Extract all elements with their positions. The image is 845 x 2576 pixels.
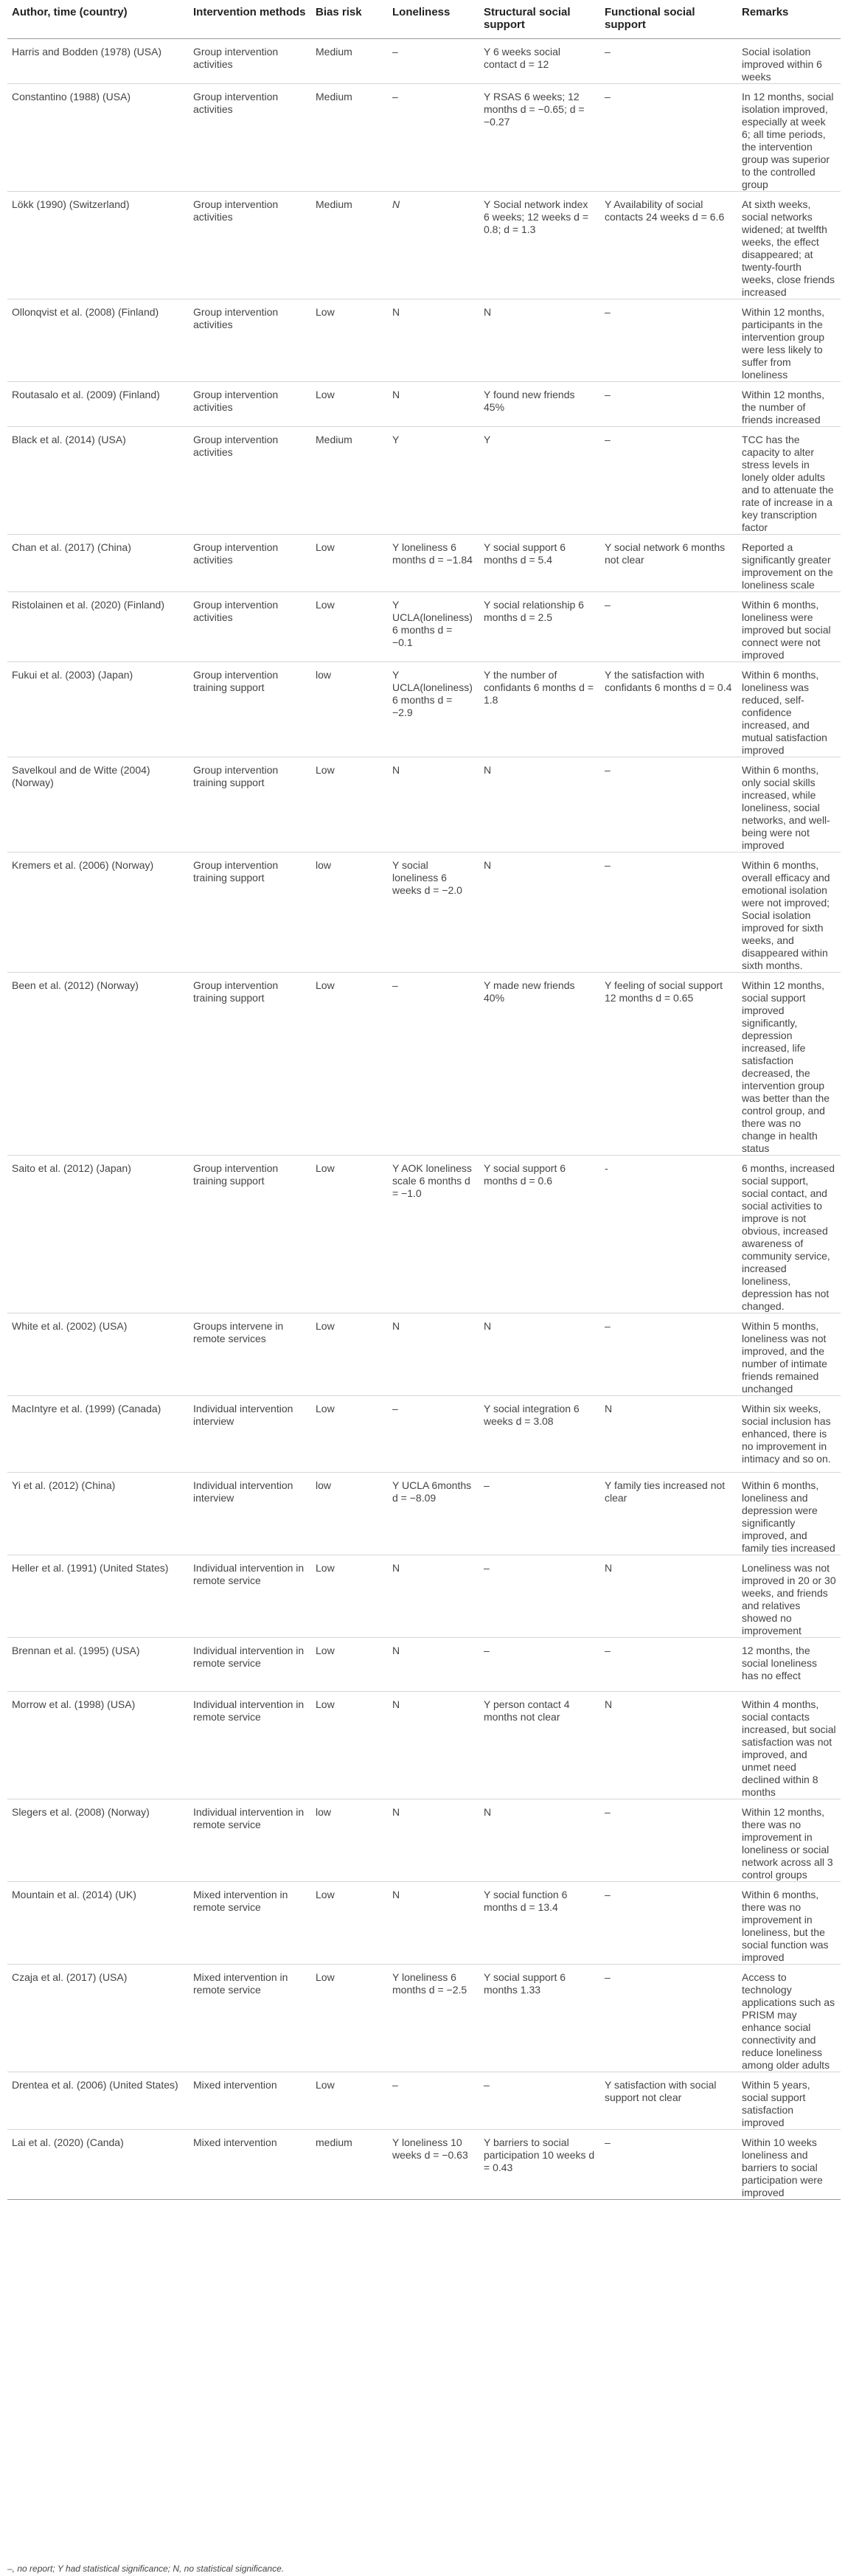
cell-bias: Low [311, 757, 388, 853]
table-row [7, 2130, 841, 2200]
cell-author: Routasalo et al. (2009) (Finland) [7, 382, 189, 427]
cell-structural: Y found new friends 45% [479, 382, 600, 427]
cell-loneliness: N [388, 1882, 479, 1965]
table-row [7, 757, 841, 853]
cell-bias: Medium [311, 427, 388, 535]
cell-remarks: TCC has the capacity to alter stress levels in lonely older adults and to attenuate the rate of increase in a key transcription factor [737, 427, 841, 535]
cell-bias: Low [311, 1313, 388, 1396]
cell-functional: – [600, 853, 737, 973]
header-author: Author, time (country) [7, 0, 189, 39]
cell-bias: Low [311, 1638, 388, 1692]
cell-loneliness: Y AOK loneliness scale 6 months d = −1.0 [388, 1156, 479, 1313]
cell-method: Individual intervention in remote service [189, 1555, 311, 1638]
cell-loneliness: N [388, 1799, 479, 1882]
cell-structural: N [479, 853, 600, 973]
cell-author: Kremers et al. (2006) (Norway) [7, 853, 189, 973]
cell-structural: Y 6 weeks social contact d = 12 [479, 39, 600, 84]
cell-functional: – [600, 1799, 737, 1882]
cell-structural: Y social function 6 months d = 13.4 [479, 1882, 600, 1965]
cell-loneliness: Y UCLA(loneliness) 6 months d = −0.1 [388, 592, 479, 662]
cell-loneliness: Y [388, 427, 479, 535]
cell-remarks: Within 4 months, social contacts increased, but social satisfaction was not improved, and unmet need declined within 8 months [737, 1692, 841, 1799]
cell-author: Saito et al. (2012) (Japan) [7, 1156, 189, 1313]
cell-loneliness: N [388, 382, 479, 427]
cell-remarks: 6 months, increased social support, social contact, and social activities to improve is not obvious, increased awareness of community service, increased loneliness, depression has not changed. [737, 1156, 841, 1313]
cell-bias: low [311, 1799, 388, 1882]
cell-remarks: At sixth weeks, social networks widened; at twelfth weeks, the effect disappeared; at twenty-fourth weeks, close friends increased [737, 192, 841, 299]
cell-remarks: Within 6 months, only social skills increased, while loneliness, social networks, and well-being were not improved [737, 757, 841, 853]
cell-author: MacIntyre et al. (1999) (Canada) [7, 1396, 189, 1473]
cell-functional: Y family ties increased not clear [600, 1473, 737, 1555]
cell-method: Group intervention activities [189, 427, 311, 535]
cell-functional: – [600, 2130, 737, 2200]
cell-author: Savelkoul and de Witte (2004) (Norway) [7, 757, 189, 853]
cell-remarks: Within 5 months, loneliness was not improved, and the number of intimate friends remained unchanged [737, 1313, 841, 1396]
cell-loneliness: – [388, 1396, 479, 1473]
cell-author: Lökk (1990) (Switzerland) [7, 192, 189, 299]
cell-loneliness: Y loneliness 10 weeks d = −0.63 [388, 2130, 479, 2200]
table-row [7, 39, 841, 84]
cell-functional: – [600, 382, 737, 427]
cell-bias: Medium [311, 192, 388, 299]
cell-bias: Low [311, 973, 388, 1156]
cell-structural: Y person contact 4 months not clear [479, 1692, 600, 1799]
table-footnote: –, no report; Y had statistical significance; N, no statistical significance. [7, 2563, 285, 2574]
cell-bias: low [311, 1473, 388, 1555]
cell-bias: low [311, 662, 388, 757]
cell-method: Individual intervention interview [189, 1473, 311, 1555]
cell-loneliness: – [388, 84, 479, 192]
cell-loneliness: Y UCLA 6months d = −8.09 [388, 1473, 479, 1555]
cell-structural: N [479, 757, 600, 853]
cell-remarks: Within 12 months, participants in the intervention group were less likely to suffer from loneliness [737, 299, 841, 382]
cell-remarks: Within 6 months, loneliness was reduced, self-confidence increased, and mutual satisfaction improved [737, 662, 841, 757]
cell-author: Yi et al. (2012) (China) [7, 1473, 189, 1555]
cell-bias: low [311, 853, 388, 973]
header-loneliness: Loneliness [388, 0, 479, 39]
cell-method: Group intervention activities [189, 39, 311, 84]
cell-author: Slegers et al. (2008) (Norway) [7, 1799, 189, 1882]
header-remarks: Remarks [737, 0, 841, 39]
cell-loneliness: – [388, 39, 479, 84]
table-row [7, 2072, 841, 2130]
table-row [7, 1799, 841, 1882]
cell-bias: Low [311, 299, 388, 382]
cell-remarks: Within 6 months, loneliness were improved but social connect were not improved [737, 592, 841, 662]
cell-functional: N [600, 1555, 737, 1638]
cell-bias: Low [311, 1555, 388, 1638]
cell-author: Brennan et al. (1995) (USA) [7, 1638, 189, 1692]
header-structural-support: Structural social support [479, 0, 600, 39]
cell-author: Mountain et al. (2014) (UK) [7, 1882, 189, 1965]
cell-structural: Y barriers to social participation 10 weeks d = 0.43 [479, 2130, 600, 2200]
cell-author: Heller et al. (1991) (United States) [7, 1555, 189, 1638]
cell-remarks: Within six weeks, social inclusion has enhanced, there is no improvement in intimacy and so on. [737, 1396, 841, 1473]
cell-method: Individual intervention in remote service [189, 1692, 311, 1799]
cell-author: Drentea et al. (2006) (United States) [7, 2072, 189, 2130]
cell-method: Group intervention activities [189, 592, 311, 662]
cell-author: Black et al. (2014) (USA) [7, 427, 189, 535]
cell-method: Group intervention activities [189, 299, 311, 382]
cell-remarks: Within 6 months, overall efficacy and emotional isolation were not improved; Social isolation improved for sixth weeks, and disappeared within sixth months. [737, 853, 841, 973]
cell-functional: – [600, 1882, 737, 1965]
cell-author: Lai et al. (2020) (Canda) [7, 2130, 189, 2200]
table-row [7, 1882, 841, 1965]
cell-structural: Y Social network index 6 weeks; 12 weeks d = 0.8; d = 1.3 [479, 192, 600, 299]
cell-loneliness: Y social loneliness 6 weeks d = −2.0 [388, 853, 479, 973]
cell-method: Group intervention training support [189, 853, 311, 973]
cell-functional: Y satisfaction with social support not clear [600, 2072, 737, 2130]
cell-structural: – [479, 1473, 600, 1555]
cell-remarks: Within 12 months, the number of friends increased [737, 382, 841, 427]
cell-loneliness: – [388, 2072, 479, 2130]
cell-bias: Low [311, 1692, 388, 1799]
cell-bias: medium [311, 2130, 388, 2200]
table-row [7, 192, 841, 299]
cell-remarks: 12 months, the social loneliness has no effect [737, 1638, 841, 1692]
table-row [7, 1555, 841, 1638]
cell-method: Group intervention activities [189, 535, 311, 592]
cell-loneliness: Y loneliness 6 months d = −1.84 [388, 535, 479, 592]
header-functional-support: Functional social support [600, 0, 737, 39]
cell-structural: – [479, 2072, 600, 2130]
cell-remarks: Within 10 weeks loneliness and barriers to social participation were improved [737, 2130, 841, 2200]
cell-method: Group intervention activities [189, 382, 311, 427]
cell-method: Group intervention activities [189, 192, 311, 299]
cell-method: Group intervention training support [189, 1156, 311, 1313]
cell-bias: Low [311, 592, 388, 662]
header-row [7, 0, 841, 39]
cell-loneliness: N [388, 299, 479, 382]
cell-remarks: Loneliness was not improved in 20 or 30 weeks, and friends and relatives showed no improvement [737, 1555, 841, 1638]
cell-method: Group intervention training support [189, 757, 311, 853]
cell-bias: Low [311, 535, 388, 592]
cell-structural: Y social support 6 months d = 0.6 [479, 1156, 600, 1313]
cell-functional: Y Availability of social contacts 24 weeks d = 6.6 [600, 192, 737, 299]
cell-bias: Low [311, 382, 388, 427]
cell-remarks: Within 6 months, there was no improvement in loneliness, but the social function was improved [737, 1882, 841, 1965]
cell-functional: N [600, 1396, 737, 1473]
cell-loneliness: Y loneliness 6 months d = −2.5 [388, 1965, 479, 2072]
cell-structural: Y the number of confidants 6 months d = 1.8 [479, 662, 600, 757]
cell-method: Mixed intervention in remote service [189, 1965, 311, 2072]
study-table [7, 0, 841, 2200]
cell-bias: Low [311, 1965, 388, 2072]
cell-structural: N [479, 1799, 600, 1882]
cell-method: Group intervention training support [189, 662, 311, 757]
cell-functional: – [600, 39, 737, 84]
cell-loneliness: N [388, 1692, 479, 1799]
cell-functional: – [600, 592, 737, 662]
cell-author: Czaja et al. (2017) (USA) [7, 1965, 189, 2072]
table-row [7, 535, 841, 592]
cell-method: Individual intervention interview [189, 1396, 311, 1473]
table-row [7, 1473, 841, 1555]
cell-loneliness: Y UCLA(loneliness) 6 months d = −2.9 [388, 662, 479, 757]
cell-functional: – [600, 1313, 737, 1396]
cell-structural: Y social integration 6 weeks d = 3.08 [479, 1396, 600, 1473]
cell-loneliness: N [388, 1638, 479, 1692]
cell-functional: - [600, 1156, 737, 1313]
cell-structural: Y social relationship 6 months d = 2.5 [479, 592, 600, 662]
cell-author: Ollonqvist et al. (2008) (Finland) [7, 299, 189, 382]
table-row [7, 299, 841, 382]
cell-loneliness: N [388, 1555, 479, 1638]
cell-functional: – [600, 299, 737, 382]
cell-bias: Low [311, 1156, 388, 1313]
header-bias-risk: Bias risk [311, 0, 388, 39]
cell-remarks: Within 12 months, social support improved significantly, depression increased, life satisfaction decreased, the intervention group was better than the control group, and there was no change in health status [737, 973, 841, 1156]
table-row [7, 1396, 841, 1473]
cell-method: Mixed intervention in remote service [189, 1882, 311, 1965]
cell-method: Mixed intervention [189, 2072, 311, 2130]
cell-bias: Medium [311, 84, 388, 192]
cell-remarks: Access to technology applications such as PRISM may enhance social connectivity and reduce loneliness among older adults [737, 1965, 841, 2072]
cell-functional: – [600, 84, 737, 192]
cell-method: Mixed intervention [189, 2130, 311, 2200]
cell-functional: Y feeling of social support 12 months d = 0.65 [600, 973, 737, 1156]
table-row [7, 1638, 841, 1692]
cell-author: White et al. (2002) (USA) [7, 1313, 189, 1396]
cell-functional: – [600, 427, 737, 535]
cell-author: Chan et al. (2017) (China) [7, 535, 189, 592]
table-row [7, 592, 841, 662]
cell-remarks: Social isolation improved within 6 weeks [737, 39, 841, 84]
cell-remarks: In 12 months, social isolation improved, especially at week 6; all time periods, the intervention group was superior to the controlled group [737, 84, 841, 192]
cell-structural: Y social support 6 months d = 5.4 [479, 535, 600, 592]
cell-author: Been et al. (2012) (Norway) [7, 973, 189, 1156]
cell-loneliness: N [388, 192, 479, 299]
cell-author: Ristolainen et al. (2020) (Finland) [7, 592, 189, 662]
cell-author: Constantino (1988) (USA) [7, 84, 189, 192]
table-row [7, 1965, 841, 2072]
cell-structural: Y [479, 427, 600, 535]
cell-structural: Y social support 6 months 1.33 [479, 1965, 600, 2072]
cell-method: Groups intervene in remote services [189, 1313, 311, 1396]
cell-functional: Y social network 6 months not clear [600, 535, 737, 592]
cell-remarks: Within 12 months, there was no improvement in loneliness or social network across all 3 control groups [737, 1799, 841, 1882]
cell-author: Harris and Bodden (1978) (USA) [7, 39, 189, 84]
table-row [7, 853, 841, 973]
cell-method: Group intervention activities [189, 84, 311, 192]
cell-author: Fukui et al. (2003) (Japan) [7, 662, 189, 757]
cell-remarks: Reported a significantly greater improvement on the loneliness scale [737, 535, 841, 592]
cell-functional: Y the satisfaction with confidants 6 months d = 0.4 [600, 662, 737, 757]
cell-structural: N [479, 299, 600, 382]
table-row [7, 662, 841, 757]
cell-loneliness: N [388, 757, 479, 853]
cell-bias: Low [311, 2072, 388, 2130]
cell-functional: – [600, 1965, 737, 2072]
cell-method: Individual intervention in remote service [189, 1638, 311, 1692]
cell-loneliness: – [388, 973, 479, 1156]
table-row [7, 84, 841, 192]
cell-loneliness: N [388, 1313, 479, 1396]
cell-structural: N [479, 1313, 600, 1396]
cell-structural: Y made new friends 40% [479, 973, 600, 1156]
cell-functional: – [600, 1638, 737, 1692]
table-row [7, 1313, 841, 1396]
cell-functional: – [600, 757, 737, 853]
table-row [7, 427, 841, 535]
cell-bias: Low [311, 1882, 388, 1965]
table-row [7, 1692, 841, 1799]
cell-remarks: Within 6 months, loneliness and depression were significantly improved, and family ties increased [737, 1473, 841, 1555]
cell-method: Group intervention training support [189, 973, 311, 1156]
cell-structural: – [479, 1638, 600, 1692]
cell-bias: Low [311, 1396, 388, 1473]
cell-method: Individual intervention in remote service [189, 1799, 311, 1882]
header-intervention-methods: Intervention methods [189, 0, 311, 39]
cell-functional: N [600, 1692, 737, 1799]
cell-remarks: Within 5 years, social support satisfaction improved [737, 2072, 841, 2130]
cell-bias: Medium [311, 39, 388, 84]
table-row [7, 973, 841, 1156]
table-row [7, 1156, 841, 1313]
cell-structural: – [479, 1555, 600, 1638]
table-row [7, 382, 841, 427]
cell-author: Morrow et al. (1998) (USA) [7, 1692, 189, 1799]
cell-structural: Y RSAS 6 weeks; 12 months d = −0.65; d = −0.27 [479, 84, 600, 192]
